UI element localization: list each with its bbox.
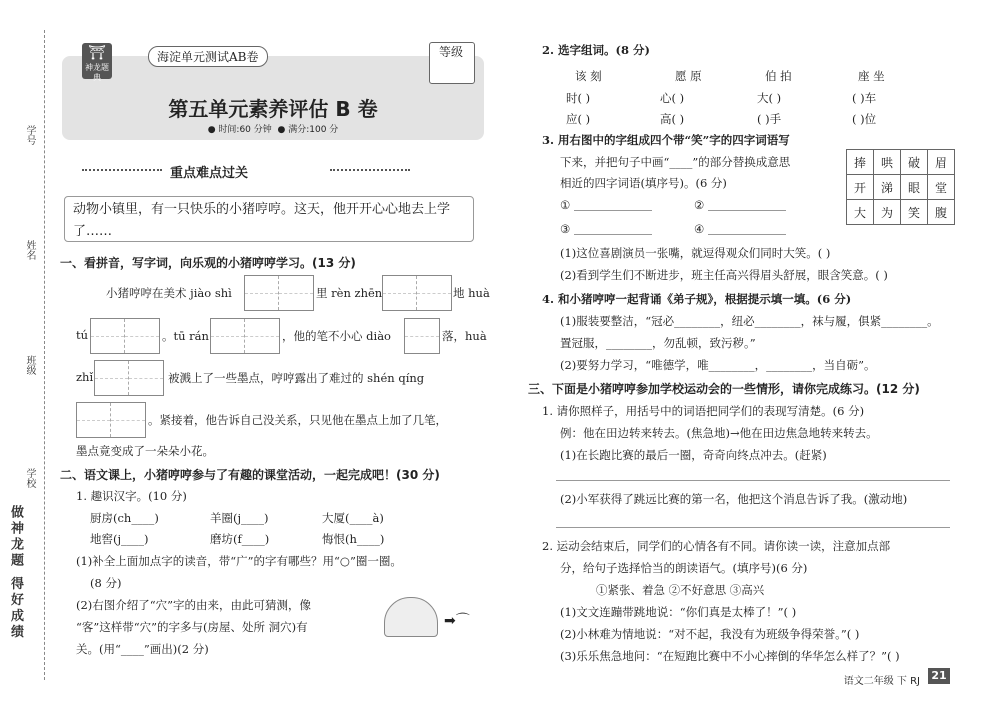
q3-text: 相近的四字词语(填序号)。(6 分): [560, 176, 727, 190]
q3-text: 下来，并把句子中画“____”的部分替换成意思: [560, 155, 791, 169]
fill-blank[interactable]: ( )位: [852, 112, 877, 126]
q1-text: tú: [76, 328, 89, 342]
character-grid: 捧 哄 破 眉 开 涕 眼 堂 大 为 笑 腹: [846, 149, 955, 225]
page-title: 第五单元素养评估 B 卷: [168, 97, 378, 121]
word-item[interactable]: 磨坊(f____): [210, 532, 270, 546]
q1-text: 小猪哼哼在美术 jiào shì: [106, 286, 232, 300]
student-number-label: 学号: [24, 125, 35, 145]
q1-text: 地 huà: [453, 286, 490, 300]
fill-blank[interactable]: 大( ): [757, 91, 782, 105]
q2-text: (2)右图介绍了“穴”字的由来，由此可猜测，像: [76, 598, 312, 612]
answer-grid[interactable]: [382, 275, 452, 311]
answer-grid[interactable]: [244, 275, 314, 311]
word-item[interactable]: 羊圈(j____): [210, 511, 269, 525]
word-item[interactable]: 地窖(j____): [90, 532, 149, 546]
fill-blank[interactable]: ( )车: [852, 91, 877, 105]
logo-icon: ⛩ 神龙题典: [82, 43, 112, 79]
sentence: (2)看到学生们不断进步，班主任高兴得眉头舒展，眼含笑意。( ): [560, 268, 888, 282]
footer-text: 语文二年级 下 RJ: [843, 676, 920, 687]
cave-illustration: [384, 597, 438, 637]
divider: [82, 169, 162, 171]
answer-grid[interactable]: [94, 360, 164, 396]
answer-line[interactable]: [556, 527, 950, 528]
char-pair: 愿 原: [675, 69, 702, 83]
class-label: 班级: [24, 355, 35, 375]
e1-title: 1. 请你照样子，用括号中的词语把同学们的表现写清楚。(6 分): [542, 404, 865, 418]
sentence: (1)这位喜剧演员一张嘴，就逗得观众们同时大笑。( ): [560, 246, 831, 260]
q1-text: ，他的笔不小心 diào: [282, 329, 391, 343]
q1-text: 。tū rán: [162, 329, 209, 343]
q3-section-title: 三、下面是小猪哼哼参加学校运动会的一些情形，请你完成练习。(12 分): [528, 382, 920, 396]
fill-blank[interactable]: 高( ): [660, 112, 685, 126]
binding-line: [44, 30, 45, 680]
word-item[interactable]: 悔恨(h____): [322, 532, 385, 546]
char-pair: 该 刻: [575, 69, 602, 83]
e1a: (1)在长跑比赛的最后一圈，奇奇向终点冲去。(赶紧): [560, 448, 827, 462]
q1-text: 被溅上了一些墨点，哼哼露出了难过的 shén qíng: [168, 371, 425, 385]
q3-title: 3. 用右图中的字组成四个带“笑”字的四字词语写: [542, 133, 790, 147]
tone-question: (2)小林难为情地说：“对不起，我没有为班级争得荣誉。”( ): [560, 627, 860, 641]
fill-blank[interactable]: 心( ): [660, 91, 685, 105]
recite-text: 置冠服，________，勿乱顿，致污秽。”: [560, 336, 756, 350]
blank-label: ①: [560, 198, 571, 212]
q2-2-title: 2. 选字组词。(8 分): [542, 43, 650, 57]
q1-text: 。紧接着，他告诉自己没关系，只见他在墨点上加了几笔，: [148, 413, 447, 427]
section-title: 重点难点过关: [170, 166, 249, 181]
word-item[interactable]: 大厦(____à): [322, 511, 384, 525]
answer-grid[interactable]: [90, 318, 160, 354]
q2-sub: 1. 趣识汉字。(10 分): [76, 489, 187, 503]
fill-blank[interactable]: 应( ): [566, 112, 591, 126]
q1-title: 一、看拼音，写字词，向乐观的小猪哼哼学习。(13 分): [60, 256, 356, 270]
arrow-icon: ➡⌒: [444, 613, 470, 629]
answer-line[interactable]: [556, 480, 950, 481]
q2-text: 关。(用“____”画出)(2 分): [76, 642, 209, 656]
school-label: 学校: [24, 468, 35, 488]
options: ①紧张、着急 ②不好意思 ③高兴: [596, 583, 765, 597]
blank-label: ②: [694, 198, 705, 212]
fill-blank[interactable]: ( )手: [757, 112, 782, 126]
q2-title: 二、语文课上，小猪哼哼参与了有趣的课堂活动，一起完成吧！(30 分): [60, 468, 440, 482]
q2-text: “客”这样带“穴”的字多与(房屋、处所 洞穴)有: [76, 620, 308, 634]
tone-question: (3)乐乐焦急地问：“在短跑比赛中不小心摔倒的华华怎么样了？”( ): [560, 649, 900, 663]
intro-box: 动物小镇里，有一只快乐的小猪哼哼。这天，他开开心心地去上学了……: [64, 196, 474, 242]
q2-text: (8 分): [90, 576, 122, 590]
grade-label: 等级: [438, 45, 463, 59]
tone-question: (1)文文连蹦带跳地说：“你们真是太棒了！”( ): [560, 605, 797, 619]
word-item[interactable]: 厨房(ch____): [90, 511, 159, 525]
q4-title: 4. 和小猪哼哼一起背诵《弟子规》，根据提示填一填。(6 分): [542, 292, 852, 306]
page-number: 21: [928, 668, 950, 684]
fill-blank[interactable]: 时( ): [566, 91, 591, 105]
answer-line[interactable]: [574, 234, 652, 235]
answer-line[interactable]: [708, 234, 786, 235]
e2-title: 2. 运动会结束后，同学们的心情各有不同。请你读一读，注意加点部: [542, 539, 891, 553]
q1-text: zhǐ: [76, 370, 94, 384]
answer-line[interactable]: [574, 210, 652, 211]
recite-text: (2)要努力学习，“唯德学，唯________，________，当自砺”。: [560, 358, 876, 372]
q1-text: 里 rèn zhēn: [316, 286, 383, 300]
answer-grid[interactable]: [404, 318, 440, 354]
answer-grid[interactable]: [76, 402, 146, 438]
example: 例：他在田边转来转去。(焦急地)→他在田边焦急地转来转去。: [560, 426, 878, 440]
answer-line[interactable]: [708, 210, 786, 211]
exam-info: ● 时间:60 分钟 ● 满分:100 分: [207, 125, 339, 135]
answer-grid[interactable]: [210, 318, 280, 354]
e1b: (2)小军获得了跳远比赛的第一名，他把这个消息告诉了我。(激动地): [560, 492, 908, 506]
slogan: 做神龙题 得好成绩: [8, 505, 23, 641]
q2-text: (1)补全上面加点字的读音，带“广”的字有哪些？用“○”圈一圈。: [76, 554, 402, 568]
q1-text: 落，huà: [442, 329, 487, 343]
e2-text: 分，给句子选择恰当的朗读语气。(填序号)(6 分): [560, 561, 808, 575]
name-label: 姓名: [24, 240, 35, 260]
q1-text: 墨点竟变成了一朵朵小花。: [76, 444, 214, 458]
recite-text: (1)服装要整洁，“冠必________，纽必________，袜与履，俱紧________。: [560, 314, 939, 328]
brand-name: 海淀单元测试AB卷: [148, 46, 268, 67]
char-pair: 伯 拍: [765, 69, 792, 83]
blank-label: ④: [694, 222, 705, 236]
blank-label: ③: [560, 222, 571, 236]
char-pair: 座 坐: [858, 69, 885, 83]
divider: [330, 169, 410, 171]
